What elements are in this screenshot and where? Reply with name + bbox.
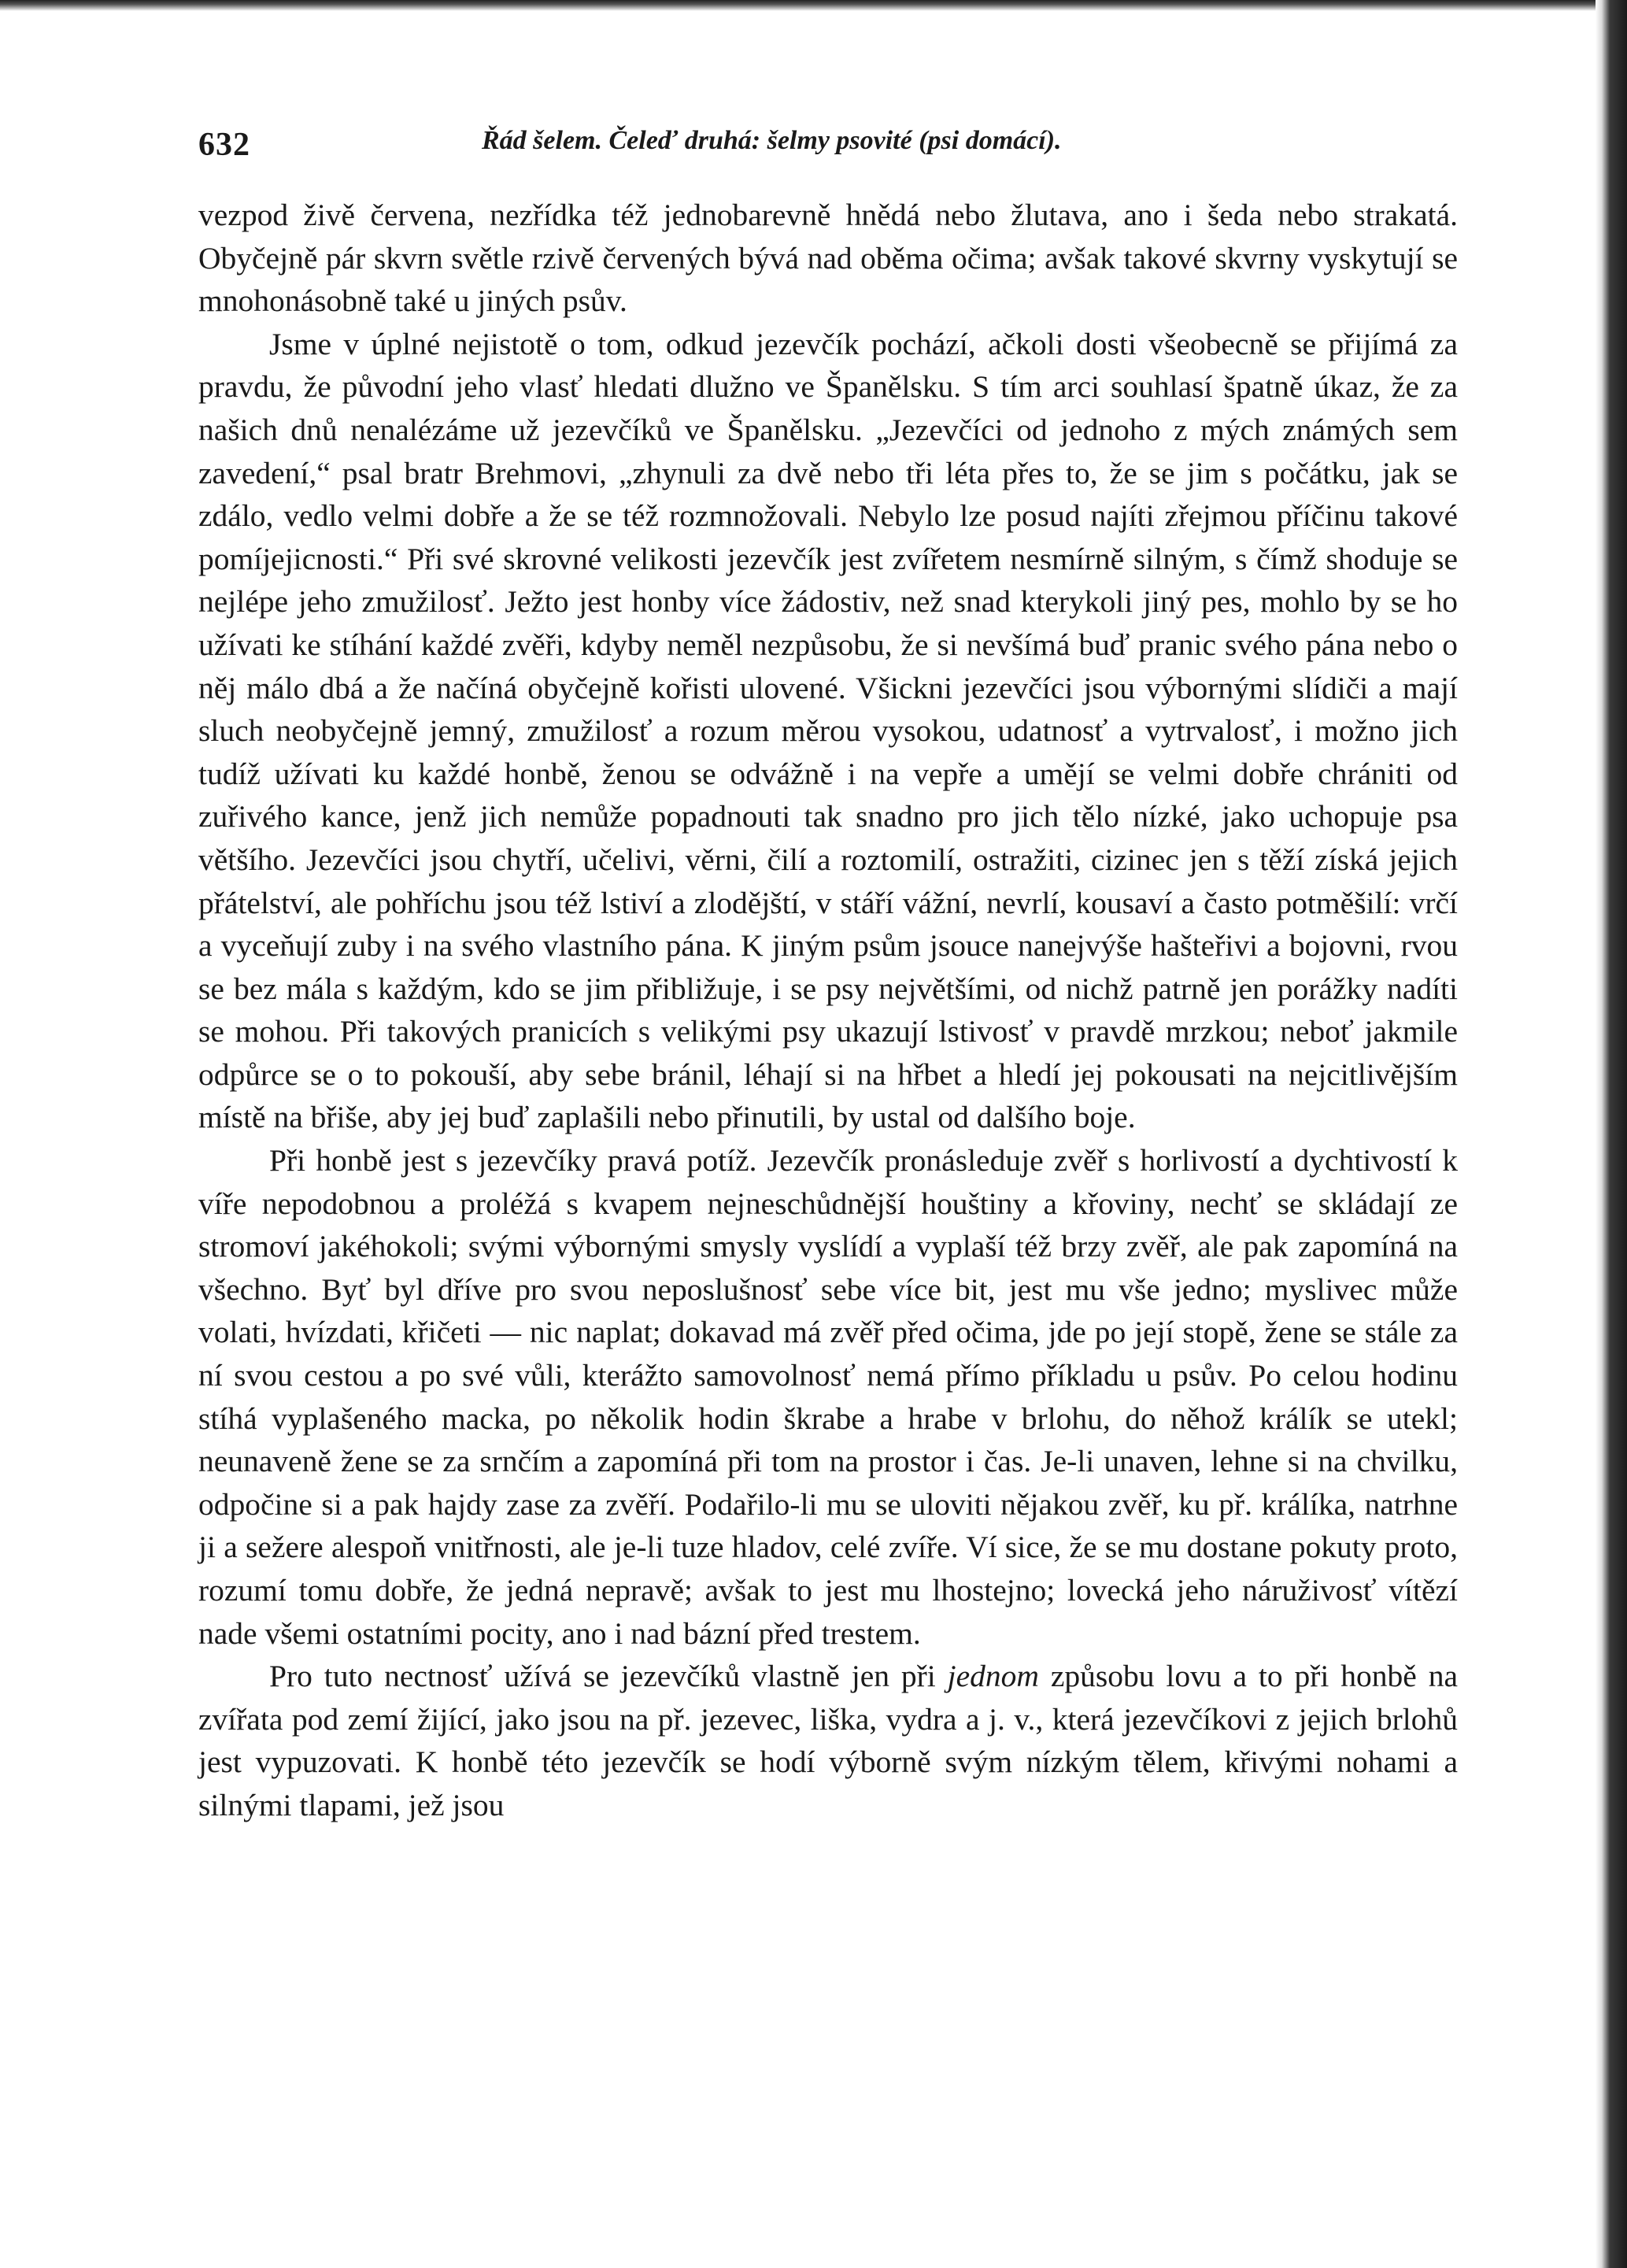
paragraph-3: Při honbě jest s jezevčíky pravá potíž. Jezevčík pronásleduje zvěř s horlivostí a dychtivostí k víře nepodobnou a proléžá s kvapem nejneschůdnější houštiny a křoviny, nechť se skládají ze stromoví jakéhokoli; svými výbornými smysly vyslídí a vyplaší též brzy zvěř, ale pak zapomíná na všechno. Byť byl dříve pro svou neposlušnosť sebe více bit, jest mu vše jedno; myslivec může volati, hvízdati, křičeti — nic naplat; dokavad má zvěř před očima, jde po její stopě, žene se stále za ní svou cestou a po své vůli, kterážto samovolnosť nemá přímo příkladu u psův. Po celou hodinu stíhá vyplašeného macka, po několik hodin škrabe a hrabe v brlohu, do něhož králík se utekl; neunaveně žene se za srnčím a zapomíná při tom na prostor i čas. Je-li unaven, lehne si na chvilku, odpočine si a pak hajdy zase za zvěří. Podařilo-li mu se uloviti nějakou zvěř, ku př. králíka, natrhne ji a sežere alespoň vnitřnosti, ale je-li tuze hladov, celé zvíře. Ví sice, že se mu dostane pokuty proto, rozumí tomu dobře, že jedná nepravě; avšak to jest mu lhostejno; lovecká jeho náruživosť vítězí nade všemi ostatními pocity, ano i nad bázní před trestem.	[198, 1143, 1458, 1651]
body-text	[198, 194, 1458, 1827]
scan-edge-top	[0, 0, 1627, 11]
paragraph-4	[198, 1655, 1458, 1826]
paragraph-4-emphasis: jednom	[947, 1659, 1039, 1694]
paragraph-4-text-before: Pro tuto nectnosť užívá se jezevčíků vlastně jen při	[269, 1659, 948, 1694]
book-page	[198, 118, 1458, 1827]
page-number: 632	[198, 127, 250, 163]
running-title: Řád šelem. Čeleď druhá: šelmy psovité (psi domácí).	[482, 126, 1062, 155]
paragraph-4-text-after: způsobu lovu a to při honbě na zvířata pod zemí žijící, jako jsou na př. jezevec, liška, vydra a j. v., která jezevčíkovi z jejich brlohů jest vypuzovati. K honbě této jezevčík se hodí výborně svým nízkým tělem, křivými nohami a silnými tlapami, jež jsou	[198, 1659, 1459, 1822]
scan-edge-right	[1596, 0, 1627, 2268]
paragraph-2: Jsme v úplné nejistotě o tom, odkud jezevčík pochází, ačkoli dosti všeobecně se přijímá za pravdu, že původní jeho vlasť hledati dlužno ve Španělsku. S tím arci souhlasí špatně úkaz, že za našich dnů nenalézáme už jezevčíků ve Španělsku. „Jezevčíci od jednoho z mých známých sem zavedení,“ psal bratr Brehmovi, „zhynuli za dvě nebo tři léta přes to, že se jim s počátku, jak se zdálo, vedlo velmi dobře a že se též rozmnožovali. Nebylo lze posud najíti zřejmou příčinu takové pomíjejicnosti.“ Při své skrovné velikosti jezevčík jest zvířetem nesmírně silným, s čímž shoduje se nejlépe jeho zmužilosť. Ježto jest honby více žádostiv, než snad kterykoli jiný pes, mohlo by se ho užívati ke stíhání každé zvěři, kdyby neměl nezpůsobu, že si nevšímá buď pranic svého pána nebo o něj málo dbá a že načíná obyčejně kořisti ulovené. Všickni jezevčíci jsou výbornými slídiči a mají sluch neobyčejně jemný, zmužilosť a rozum měrou vysokou, udatnosť a vytrvalosť, i možno jich tudíž užívati ku každé honbě, ženou se odvážně i na vepře a umějí se velmi dobře chrániti od zuřivého kance, jenž jich nemůže popadnouti tak snadno pro jich tělo nízké, jako uchopuje psa většího. Jezevčíci jsou chytří, učelivi, věrni, čilí a roztomilí, ostražiti, cizinec jen s těží získá jejich přátelství, ale pohříchu jsou též lstiví a zlodějští, v stáří vážní, nevrlí, kousaví a často potměšilí: vrčí a vyceňují zuby i na svého vlastního pána. K jiným psům jsouce nanejvýše hašteřivi a bojovni, rvou se bez mála s každým, kdo se jim přibližuje, i se psy největšími, od nichž patrně jen porážky nadíti se mohou. Při takových pranicích s velikými psy ukazují lstivosť v pravdě mrzkou; neboť jakmile odpůrce se o to pokouší, aby sebe bránil, léhají si na hřbet a hledí jej pokousati na nejcitlivějším místě na břiše, aby jej buď zaplašili nebo přinutili, by ustal od dalšího boje.	[198, 326, 1458, 1135]
paragraph-1: vezpod živě červena, nezřídka též jednobarevně hnědá nebo žlutava, ano i šeda nebo strakatá. Obyčejně pár skvrn světle rzivě červených bývá nad oběma očima; avšak takové skvrny vyskytují se mnohonásobně také u jiných psův.	[198, 198, 1458, 319]
page-header	[198, 118, 1458, 173]
